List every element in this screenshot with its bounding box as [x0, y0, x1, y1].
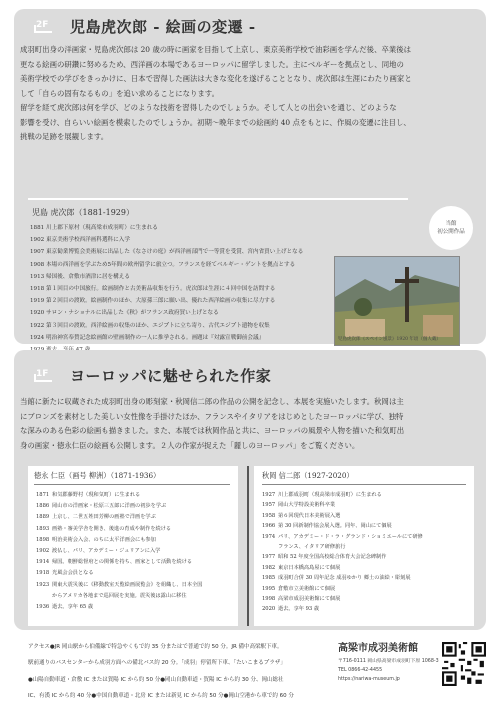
timeline-entry	[36, 568, 236, 579]
timeline-entry	[262, 594, 470, 604]
timeline-text: 川上郡下原村（現高梁市成羽町）に生まれる	[46, 225, 158, 231]
timeline-text: 岡山大学特設美術科卒業	[278, 502, 336, 509]
section-1f-lead	[20, 395, 476, 453]
timeline-entry	[36, 490, 236, 501]
timeline-year: 1922	[30, 322, 45, 329]
tokunaga-divider	[34, 484, 230, 485]
timeline-text: 逝去。享年 93 歳	[278, 606, 320, 613]
timeline-year: 1985	[262, 575, 276, 582]
timeline-text: 東京美術学校西洋画科選科に入学	[46, 237, 130, 244]
timeline-year: 1998	[262, 596, 276, 603]
timeline-year: 1886	[36, 503, 50, 510]
timeline-year: 1918	[36, 570, 50, 577]
timeline-text: 明治神宮奉賛記念絵画館の壁画制作の一人に推挙される。画題は『対露宣戦御前会議』	[46, 334, 265, 341]
timeline-entry	[262, 490, 470, 500]
floor-2f-label: 2F	[36, 20, 49, 30]
lead-line: にブロンズを素材とした美しい女性像を手掛けたほか、フランスやイタリアをはじめとしたヨーロッパに学び、独特	[20, 411, 404, 421]
timeline-entry	[30, 259, 328, 271]
timeline-year: 1995	[262, 585, 276, 592]
badge-line-2: 初公開作品	[437, 229, 465, 235]
kojima-timeline	[30, 222, 328, 356]
timeline-text: サロン・ナショナルに出品した《秋》がフランス政府買い上げとなる	[46, 310, 219, 317]
timeline-entry	[36, 535, 236, 546]
lead-line: 身の画家・徳永仁臣の絵画も公開します。２人の作家が捉えた「麗しのヨーロッパ」をご覧ください。	[20, 440, 360, 450]
lead-line: 挑戦の足跡を展観します。	[20, 132, 109, 141]
museum-name: 高梁市成羽美術館	[338, 643, 418, 654]
lead-line: 影響を受け、自らいい絵画を模索したのでしょうか。初期〜晩年までの絵画約 40 点をもとに、作風の変遷に注目し、	[20, 117, 411, 127]
timeline-entry	[36, 546, 236, 557]
lead-line: 美術学校での学びをきっかけに、日本で習得した画法は大きな変化を遂げることとなり、虎次郎は生涯にわたり画家と	[20, 74, 412, 83]
timeline-entry	[36, 501, 236, 512]
timeline-text: 帰国後、倉敷市酒津に居を構える	[46, 273, 130, 280]
timeline-year: 1919	[30, 298, 45, 305]
timeline-year: 2020	[262, 606, 276, 613]
painting-caption: 児島虎次郎《スペイン風景》1920 年頃（個人蔵）	[338, 337, 441, 342]
lead-line: 成羽町出身の洋画家・児島虎次郎は 20 歳の時に画家を目指して上京し、東京美術学校で油彩画を学んだ後、卒業後は	[20, 45, 412, 54]
timeline-year: 1902	[36, 548, 50, 555]
timeline-text: フランス、イタリア研修旅行	[278, 544, 346, 551]
timeline-text: 第 30 回新制作協会展入選。同年、岡山にて個展	[278, 523, 392, 530]
timeline-year: 1893	[36, 525, 50, 532]
lead-line: 更なる絵画の研鑽に努めるため、西洋画の本場であるヨーロッパに留学しました。主にベルギーを拠点とし、同地の	[20, 59, 404, 69]
tokunaga-timeline	[36, 490, 236, 613]
lead-line: な深みのある色彩の絵画も描きました。また、本展では秋岡作品と共に、ヨーロッパの風景や人物を描いた和気町出	[20, 426, 405, 435]
museum-address-block	[338, 657, 439, 684]
lead-line: 当館に新たに収蔵された成羽町出身の彫刻家・秋岡信二郎の作品の公開を記念し、本展を実施いたします。秋岡は主	[20, 397, 404, 406]
timeline-year: 1902	[30, 237, 45, 244]
timeline-text: 東京勧業博覧会美術展に出品した《なさけの庭》が西洋画部門で一等賞を受賞、宮内省買い上げとなる	[46, 249, 304, 256]
museum-tel: TEL 0866-42-4455	[338, 668, 383, 673]
badge-line-1: 当館	[445, 221, 457, 227]
timeline-entry	[30, 332, 328, 344]
timeline-entry	[36, 591, 236, 602]
timeline-year: 1957	[262, 502, 276, 509]
timeline-text: 東京日本橋髙島屋にて個展	[278, 564, 341, 571]
timeline-year: 1966	[262, 523, 276, 530]
timeline-entry	[30, 283, 328, 295]
timeline-year: 1977	[262, 554, 276, 561]
access-line: 駅前通りのバスセンターから成羽方面への備北バス約 20 分。「成羽」停留所下車、「たいこまるプラザ」	[28, 660, 286, 666]
timeline-text: 渡仏し、パリ、アカデミー・ジュリアンに入学	[52, 548, 161, 555]
timeline-text: 光風会会員となる	[52, 570, 94, 577]
timeline-entry	[36, 602, 236, 613]
first-public-badge	[429, 206, 473, 250]
timeline-year: 1889	[36, 514, 50, 521]
timeline-year: 1871	[36, 492, 50, 498]
timeline-entry	[262, 542, 470, 552]
timeline-text: 画塾・審美学舎を開き、後進の育成や制作を続ける	[52, 525, 172, 532]
timeline-entry	[36, 512, 236, 523]
timeline-text: 倉敷市立美術館にて個展	[278, 585, 336, 592]
timeline-entry	[30, 222, 328, 234]
section-1f-title: ヨーロッパに魅せられた作家	[70, 367, 272, 385]
timeline-entry	[30, 271, 328, 283]
timeline-text: 第１回目の中国旅行。絵画制作と古美術品収集を行う。虎次郎は生涯に４回中国を訪問する	[46, 286, 276, 293]
timeline-year: 1881	[30, 225, 45, 231]
timeline-entry	[30, 320, 328, 332]
timeline-entry	[262, 552, 470, 562]
timeline-entry	[36, 524, 236, 535]
tokunaga-name: 徳永 仁臣（画号 柳洲）（1871-1936）	[34, 471, 161, 480]
akioka-timeline	[262, 490, 470, 615]
timeline-entry	[262, 604, 470, 614]
timeline-entry	[30, 234, 328, 246]
timeline-year: 1908	[30, 261, 45, 268]
timeline-entry	[262, 573, 470, 583]
timeline-year: 1958	[262, 512, 276, 519]
timeline-text: 帰国。朝鮮総督府との関係を持ち、画家として活動を続ける	[52, 559, 193, 566]
floor-1f-label: 1F	[36, 369, 49, 379]
timeline-text: 川上郡成羽町（現高梁市成羽町）に生まれる	[278, 492, 382, 498]
timeline-year: 1914	[36, 559, 50, 566]
timeline-year: 1974	[262, 533, 276, 540]
timeline-text: からアメリカ各地まで巡回展を実施。震災後は露山に移住	[52, 592, 187, 599]
timeline-entry	[262, 500, 470, 510]
lead-line: して「自らの固有なるもの」を追い求めることになります。	[20, 88, 219, 98]
timeline-year: 1927	[262, 492, 276, 498]
timeline-entry	[262, 563, 470, 573]
qr-code-icon[interactable]	[442, 642, 486, 686]
timeline-entry	[262, 511, 470, 521]
timeline-text: 高梁市成羽美術館にて個展	[278, 596, 341, 603]
timeline-text: 上京し、二世五姓田芳柳の画塾で洋画を学ぶ	[52, 514, 156, 521]
section-2f-divider	[28, 198, 408, 200]
section-2f-title: 児島虎次郎 - 絵画の変遷 -	[70, 18, 256, 36]
timeline-year: 1907	[30, 249, 45, 256]
timeline-text: 本場の西洋画を学ぶため5年間の欧州留学に旅立つ。フランスを経てベルギー・ゲントを拠点とする	[46, 261, 296, 268]
kojima-name: 児島 虎次郎（1881-1929）	[32, 208, 134, 217]
column-separator	[247, 466, 249, 626]
timeline-entry	[36, 557, 236, 568]
timeline-text: 成羽町合併 30 周年記念 成羽ゆかり 郷土の油絵・彫刻展	[278, 575, 411, 582]
timeline-text: 岡山市の洋画家・松原三五郎に洋画の初歩を学ぶ	[52, 503, 167, 510]
access-line: アクセス●JR 岡山駅から伯備線で特急やくもで約 35 分またはで普通で約 50 分。JR 備中高梁駅下車。	[28, 643, 283, 650]
access-line: IC、有漢 IC から約 40 分●中国自動車道・北房 IC または新見 IC から約 50 分●岡山空港から車で約 60 分	[28, 693, 294, 699]
access-info	[28, 636, 328, 708]
access-line: ●山陽自動車道・倉敷 IC または賀陽 IC から約 50 分●岡山自動車道・賀陽 IC から約 30 分、岡山総社	[28, 676, 284, 683]
section-2f-lead	[20, 43, 476, 145]
timeline-text: 明治美術会入会、のちに太平洋画会にも参加	[52, 536, 156, 543]
spanish-landscape-painting	[334, 256, 460, 346]
timeline-text: 第６回現代日本美術展入選	[278, 512, 341, 519]
timeline-year: 1898	[36, 536, 50, 543]
timeline-year: 1920	[30, 310, 45, 317]
timeline-year: 1913	[30, 273, 45, 280]
timeline-year: 1982	[262, 564, 276, 571]
timeline-entry	[30, 295, 328, 307]
timeline-text: 逝去。享年 65 歳	[52, 604, 94, 611]
akioka-divider	[262, 484, 466, 485]
timeline-entry	[262, 521, 470, 531]
timeline-entry	[36, 580, 236, 591]
timeline-text: パリ、アカデミー・ド・ラ・グランド・ショミエールにて研修	[278, 533, 423, 540]
timeline-year: 1918	[30, 286, 45, 293]
museum-url[interactable]: https://nariwa-museum.jp	[338, 677, 400, 682]
timeline-text: 昭和 52 年度全国高校総合体育大会記念碑制作	[278, 554, 387, 561]
timeline-year: 1924	[30, 334, 45, 341]
timeline-year: 1936	[36, 604, 50, 611]
timeline-entry	[262, 584, 470, 594]
timeline-entry	[262, 532, 470, 542]
museum-address: 〒716-0111 岡山県高梁市成羽町下原 1068-3	[338, 659, 439, 664]
timeline-text: 第２回目の渡欧。絵画制作のほか、大原孫三郎に願い出、優れた西洋絵画の収集に尽力する	[46, 298, 276, 305]
akioka-name: 秋岡 信二郎（1927-2020）	[262, 471, 354, 480]
lead-line: 留学を経て虎次郎は何を学び、どのような技術を習得したのでしょうか。そして人との出会いを通じ、どのような	[20, 103, 397, 112]
timeline-year: 1923	[36, 581, 50, 588]
timeline-text: 和気郡藤野村（現和気町）に生まれる	[52, 492, 141, 498]
timeline-entry	[30, 307, 328, 319]
timeline-entry	[30, 246, 328, 258]
timeline-text: 第３回目の渡欧。西洋絵画の収集のほか、エジプトに立ち寄り、古代エジプト遺物を収集	[46, 322, 270, 329]
timeline-text: 関東大震災後に《移動教室天覧絵画展覧会》を組織し、日本全国	[52, 581, 203, 588]
